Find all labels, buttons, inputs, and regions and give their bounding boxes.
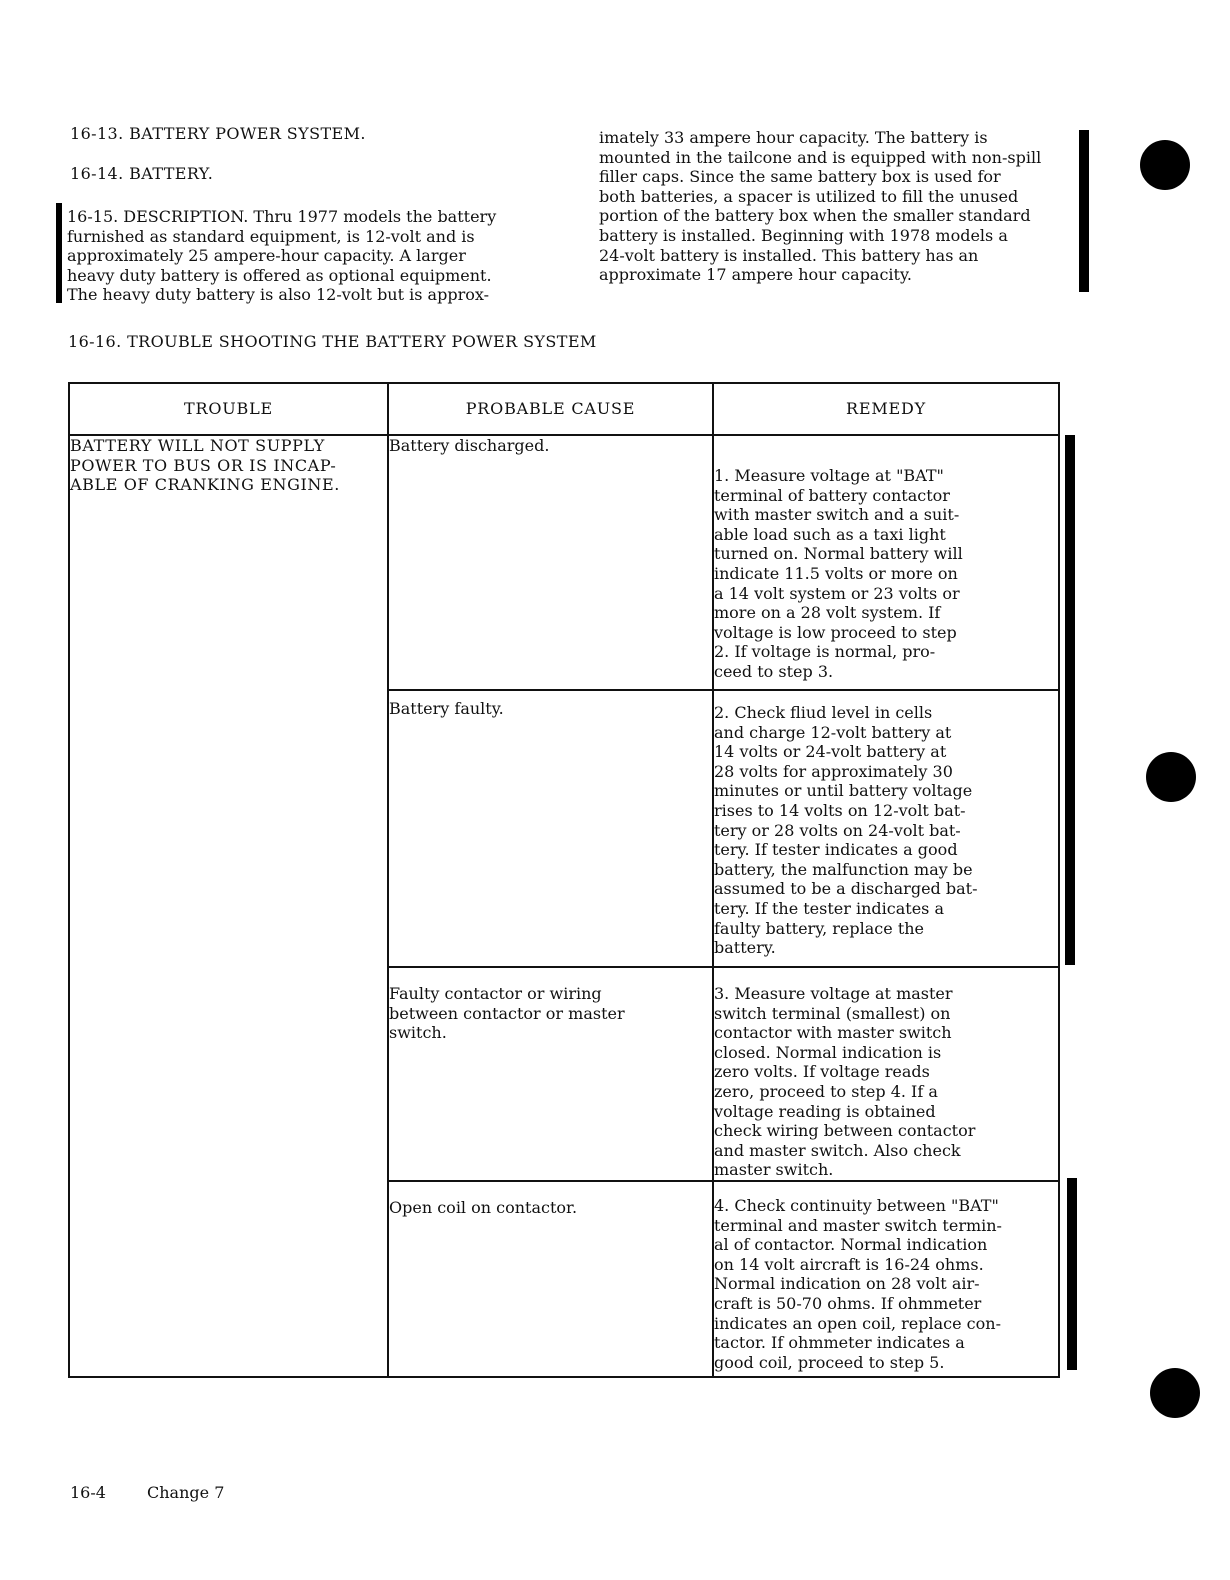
table-row bbox=[69, 435, 1059, 690]
header-trouble: TROUBLE bbox=[69, 383, 388, 435]
troubleshooting-table bbox=[68, 382, 1060, 1378]
cause-cell: Battery faulty. bbox=[388, 690, 713, 967]
heading-16-14: 16-14. BATTERY. bbox=[70, 164, 214, 183]
header-remedy: REMEDY bbox=[713, 383, 1059, 435]
description-right-column: imately 33 ampere hour capacity. The battery is mounted in the tailcone and is equipped with non-spill filler caps. Since the same battery box is used for both batteries, a spacer is utilized to fill the unused portion of the battery box when the smaller standard battery is installed. Beginning with 1978 models a 24-volt battery is installed. This battery has an approximate 17 ampere hour capacity. bbox=[599, 128, 1042, 285]
remedy-cell: 1. Measure voltage at "BAT" terminal of battery contactor with master switch and a suit- able load such as a taxi light turned on. Normal battery will indicate 11.5 volts or more on a 14 volt system or 23 volts or more on a 28 volt system. If voltage is low proceed to step 2. If voltage is normal, pro- ceed to step 3. bbox=[713, 435, 1059, 690]
table-header-row bbox=[69, 383, 1059, 435]
binder-hole-top bbox=[1140, 140, 1190, 190]
binder-hole-bottom bbox=[1150, 1368, 1200, 1418]
change-label: Change 7 bbox=[147, 1483, 225, 1502]
cause-cell: Open coil on contactor. bbox=[388, 1181, 713, 1377]
trouble-cell: BATTERY WILL NOT SUPPLY POWER TO BUS OR IS INCAP- ABLE OF CRANKING ENGINE. bbox=[69, 435, 388, 1377]
cause-cell: Faulty contactor or wiring between contactor or master switch. bbox=[388, 967, 713, 1181]
remedy-cell: 2. Check fliud level in cells and charge 12-volt battery at 14 volts or 24-volt battery at 28 volts for approximately 30 minutes or until battery voltage rises to 14 volts on 12-volt bat- tery or 28 volts on 24-volt bat- tery. If tester indicates a good battery, the malfunction may be assumed to be a discharged bat- tery. If the tester indicates a faulty battery, replace the battery. bbox=[713, 690, 1059, 967]
change-bar-table-lower bbox=[1067, 1178, 1077, 1370]
binder-hole-middle bbox=[1146, 752, 1196, 802]
change-bar-left bbox=[56, 203, 62, 303]
remedy-cell: 3. Measure voltage at master switch terminal (smallest) on contactor with master switch closed. Normal indication is zero volts. If voltage reads zero, proceed to step 4. If a voltage reading is obtained check wiring between contactor and master switch. Also check master switch. bbox=[713, 967, 1059, 1181]
page-number: 16-4 bbox=[70, 1483, 106, 1502]
remedy-cell: 4. Check continuity between "BAT" terminal and master switch termin- al of contactor. Normal indication on 14 volt aircraft is 16-24 ohms. Normal indication on 28 volt air- craft is 50-70 ohms. If ohmmeter indicates an open coil, replace con- tactor. If ohmmeter indicates a good coil, proceed to step 5. bbox=[713, 1181, 1059, 1377]
heading-16-16: 16-16. TROUBLE SHOOTING THE BATTERY POWER SYSTEM bbox=[68, 332, 597, 351]
cause-cell: Battery discharged. bbox=[388, 435, 713, 690]
header-probable-cause: PROBABLE CAUSE bbox=[388, 383, 713, 435]
description-left-column: 16-15. DESCRIPTION. Thru 1977 models the battery furnished as standard equipment, is 12-volt and is approximately 25 ampere-hour capacity. A larger heavy duty battery is offered as optional equipment. The heavy duty battery is also 12-volt but is approx- bbox=[67, 207, 497, 305]
heading-16-13: 16-13. BATTERY POWER SYSTEM. bbox=[70, 124, 366, 143]
change-bar-right-top bbox=[1079, 130, 1089, 292]
change-bar-table-upper bbox=[1065, 435, 1075, 965]
